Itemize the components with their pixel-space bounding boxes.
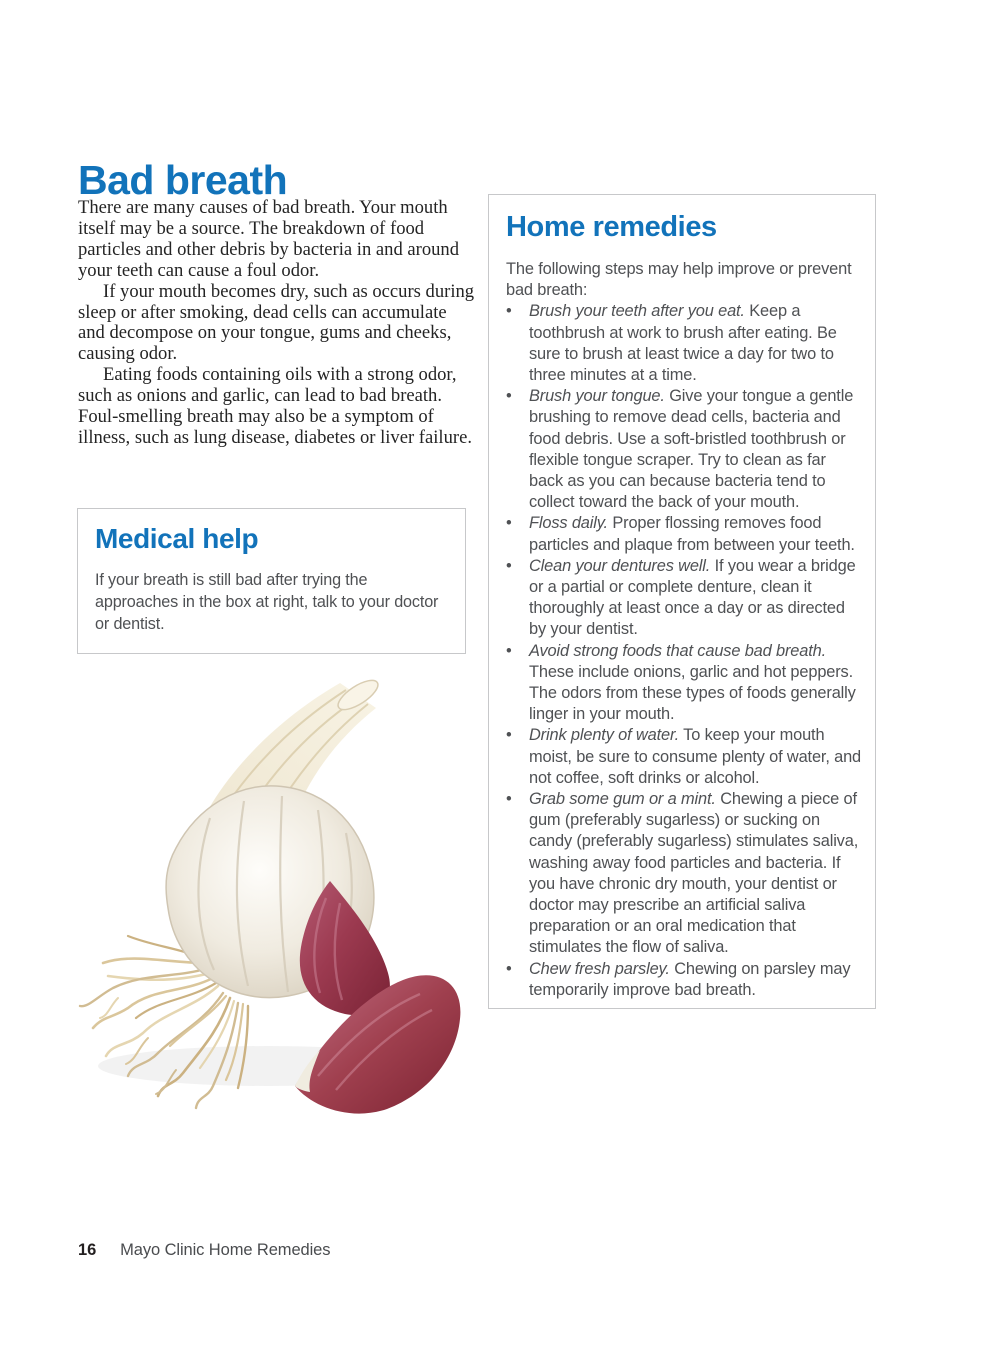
bullet-icon: • (506, 641, 512, 660)
bullet-icon: • (506, 302, 512, 321)
remedy-text: Chewing on parsley may temporarily improve bad breath. (529, 959, 851, 999)
home-remedies-heading: Home remedies (506, 211, 717, 243)
list-item (506, 513, 863, 555)
home-remedies-box (488, 194, 876, 1009)
list-item (506, 301, 863, 386)
page-number: 16 (78, 1241, 97, 1259)
remedy-entry (529, 789, 863, 959)
remedy-entry (529, 301, 863, 386)
page-footer (78, 1241, 330, 1260)
remedy-entry (529, 513, 863, 555)
page-title: Bad breath (78, 157, 288, 204)
remedy-text: Keep a toothbrush at work to brush after eating. Be sure to brush at least twice a day for two to three minutes at a time. (529, 302, 837, 384)
book-title: Mayo Clinic Home Remedies (120, 1241, 331, 1259)
remedy-lead: Grab some gum or a mint. (529, 789, 716, 808)
bullet-icon: • (506, 789, 512, 808)
list-item (506, 959, 863, 1001)
remedy-lead: Brush your teeth after you eat. (529, 302, 745, 321)
remedy-lead: Clean your dentures well. (529, 556, 711, 575)
list-item (506, 789, 863, 959)
intro-text (78, 198, 476, 449)
remedy-lead: Drink plenty of water. (529, 726, 680, 745)
remedy-text: Give your tongue a gentle brushing to remove dead cells, bacteria and food debris. Use a soft-bristled toothbrush or flexible tongue scraper. Try to clean as far back as you can because bacteria tend to collect toward the back of your mouth. (529, 387, 854, 512)
bullet-icon: • (506, 514, 512, 533)
remedy-entry (529, 386, 863, 513)
remedy-lead: Chew fresh parsley. (529, 959, 670, 978)
remedy-text: If you wear a bridge or a partial or complete denture, clean it thoroughly at least once a day or as directed by your dentist. (529, 556, 856, 639)
remedy-entry (529, 725, 863, 789)
intro-paragraph-1: There are many causes of bad breath. Your mouth itself may be a source. The breakdown of food particles and other debris by bacteria in and around your teeth can cause a foul odor. (78, 197, 460, 281)
medical-help-body: If your breath is still bad after trying the approaches in the box at right, talk to your doctor or dentist. (95, 570, 439, 633)
medical-help-box (77, 508, 466, 654)
garlic-photo (58, 668, 478, 1138)
remedy-entry (529, 556, 863, 641)
bullet-icon: • (506, 959, 512, 978)
intro-paragraph-2: If your mouth becomes dry, such as occurs during sleep or after smoking, dead cells can accumulate and decompose on your tongue, gums and cheeks, causing odor. (78, 280, 475, 365)
bullet-icon: • (506, 387, 512, 406)
remedy-text: These include onions, garlic and hot peppers. The odors from these types of foods generally linger in your mouth. (529, 662, 856, 724)
home-remedies-intro: The following steps may help improve or prevent bad breath: (506, 259, 852, 300)
list-item (506, 641, 863, 726)
bullet-icon: • (506, 556, 512, 575)
list-item (506, 556, 863, 641)
medical-help-heading: Medical help (95, 523, 259, 554)
remedy-text: Chewing a piece of gum (preferably sugarless) or sucking on candy (preferably sugarless) stimulates saliva, washing away food particles and bacteria. If you have chronic dry mouth, your dentist or doctor may prescribe an artificial saliva preparation or an oral medication that stimulates the flow of saliva. (529, 789, 859, 957)
remedy-entry (529, 959, 863, 1001)
remedy-lead: Brush your tongue. (529, 387, 665, 406)
remedy-text: Proper flossing removes food particles and plaque from between your teeth. (529, 514, 855, 554)
intro-paragraph-3: Eating foods containing oils with a strong odor, such as onions and garlic, can lead to bad breath. Foul-smelling breath may also be a symptom of illness, such as lung disease, diabetes or liver failure. (78, 364, 472, 448)
list-item (506, 386, 863, 513)
list-item (506, 725, 863, 789)
home-remedies-list (506, 301, 863, 1001)
remedy-text: To keep your mouth moist, be sure to consume plenty of water, and not coffee, soft drinks or alcohol. (529, 726, 862, 787)
remedy-lead: Avoid strong foods that cause bad breath. (529, 641, 826, 660)
remedy-entry (529, 641, 863, 726)
bullet-icon: • (506, 726, 512, 745)
remedy-lead: Floss daily. (529, 514, 608, 533)
